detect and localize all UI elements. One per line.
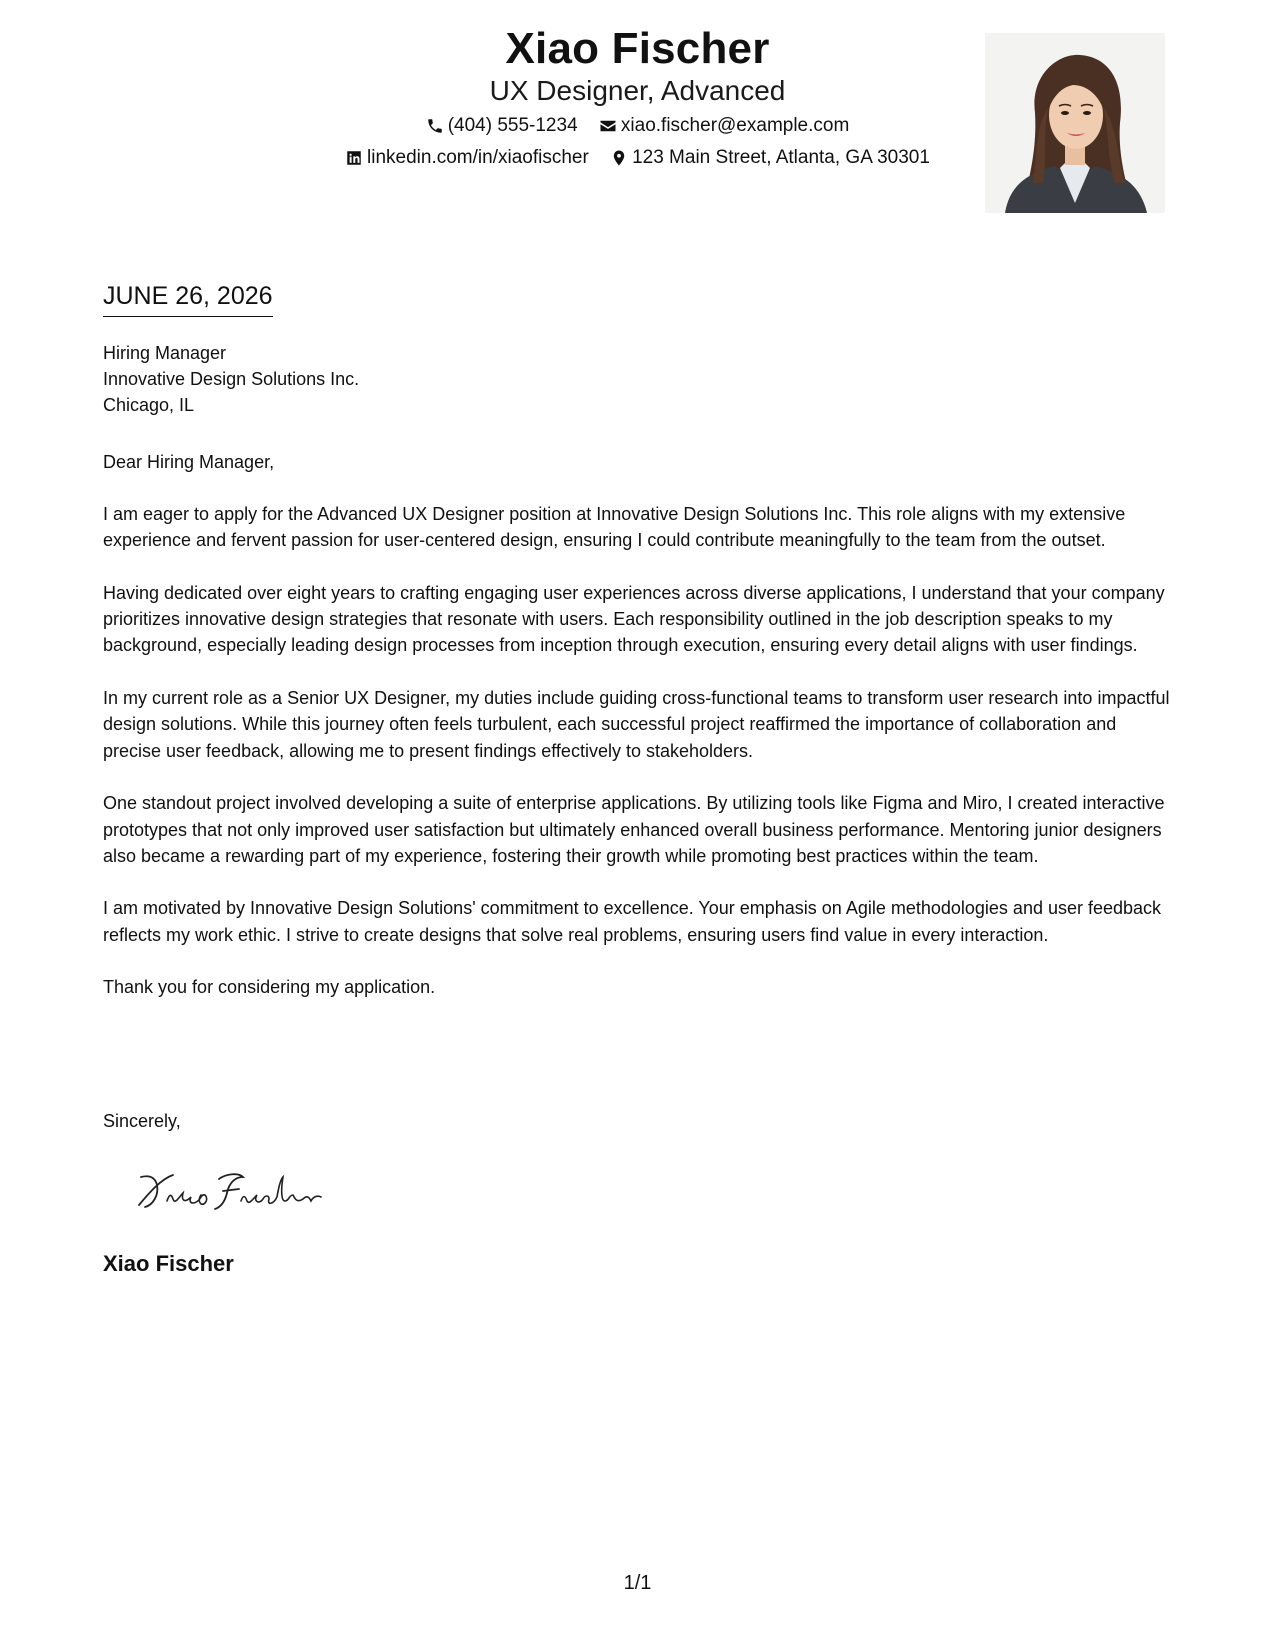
page-number: 1/1 — [623, 1572, 652, 1594]
body-paragraph: Thank you for considering my application. — [103, 977, 436, 998]
recipient-company: Innovative Design Solutions Inc. — [103, 369, 360, 389]
linkedin-icon — [345, 149, 363, 167]
contact-phone — [426, 114, 578, 138]
phone-text: (404) 555-1234 — [447, 115, 578, 136]
email-text: xiao.fischer@example.com — [620, 115, 850, 136]
letter-body — [103, 501, 1178, 1027]
body-paragraph: Having dedicated over eight years to crafting engaging user experiences across diverse applications, I understand that your company prioritizes innovative design strategies that resonate with users. Each responsibility outlined in the job description speaks to my background, especially leading design processes from inception through execution, ensuring every detail aligns with user findings. — [103, 582, 1165, 656]
body-paragraph: I am eager to apply for the Advanced UX Designer position at Innovative Design Solutions Inc. This role aligns with my extensive experience and fervent passion for user-centered design, ensuring I could contribute meaningfully to the team from the outset. — [103, 504, 1126, 551]
body-paragraph: In my current role as a Senior UX Designer, my duties include guiding cross-functional teams to transform user research into impactful design solutions. While this journey often feels turbulent, each successful project reaffirmed the importance of collaboration and precise user feedback, allowing me to present findings effectively to stakeholders. — [103, 688, 1170, 761]
signature-image — [135, 1165, 335, 1215]
applicant-title: UX Designer, Advanced — [489, 75, 786, 106]
recipient-location: Chicago, IL — [103, 395, 195, 415]
salutation: Dear Hiring Manager, — [103, 452, 275, 472]
body-paragraph: I am motivated by Innovative Design Solutions' commitment to excellence. Your emphasis on Agile methodologies and user feedback reflects my work ethic. I strive to create designs that solve real problems, ensuring users find value in every interaction. — [103, 898, 1162, 945]
contact-address — [610, 146, 930, 170]
linkedin-text: linkedin.com/in/xiaofischer — [367, 147, 589, 168]
letter-date: JUNE 26, 2026 — [103, 280, 273, 317]
address-text: 123 Main Street, Atlanta, GA 30301 — [632, 147, 930, 168]
recipient-role: Hiring Manager — [103, 343, 227, 363]
envelope-icon — [599, 117, 617, 135]
contact-linkedin — [345, 146, 589, 170]
phone-icon — [426, 117, 444, 135]
applicant-photo — [985, 33, 1165, 213]
closing: Sincerely, — [103, 1111, 181, 1131]
map-pin-icon — [610, 149, 628, 167]
handwritten-signature — [135, 1165, 335, 1215]
recipient-block — [103, 340, 359, 418]
signed-name: Xiao Fischer — [103, 1251, 234, 1276]
contact-email — [599, 114, 849, 138]
applicant-name: Xiao Fischer — [505, 24, 770, 73]
portrait-image — [985, 33, 1165, 213]
body-paragraph: One standout project involved developing a suite of enterprise applications. By utilizing tools like Figma and Miro, I created interactive prototypes that not only improved user satisfaction but ultimately enhanced overall business performance. Mentoring junior designers also became a rewarding part of my experience, fostering their growth while promoting best practices within the team. — [103, 793, 1165, 866]
